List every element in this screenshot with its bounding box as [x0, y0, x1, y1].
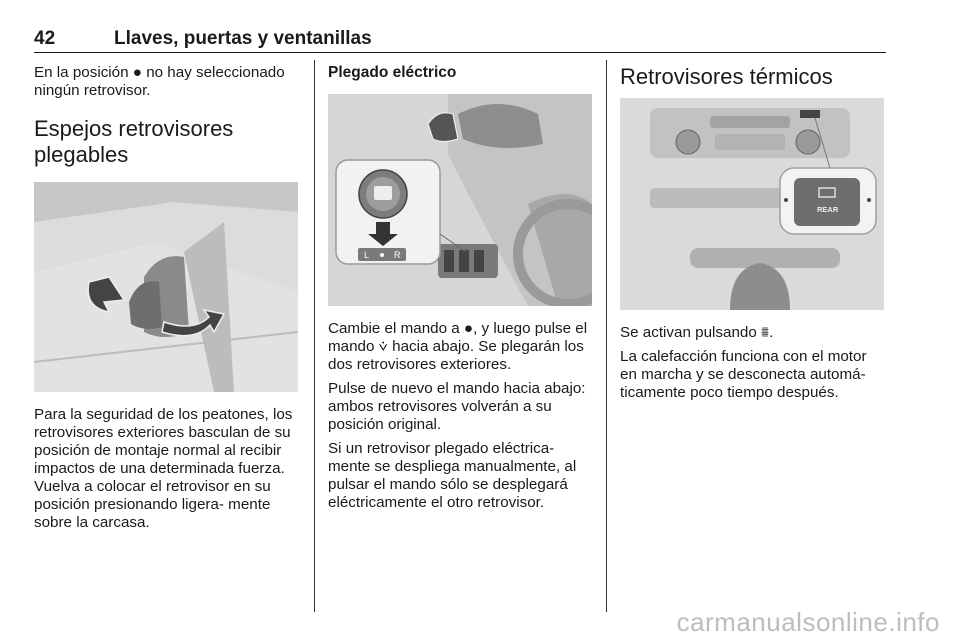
dot-icon: ●: [132, 64, 142, 81]
figure-label-right: R: [394, 250, 401, 260]
electric-p3: Si un retrovisor plegado eléctrica- mente se despliega manualmente, al pulsar el mando sólo se desplegará eléctricamente el otro retrovisor.: [328, 440, 577, 511]
page-number: 42: [34, 28, 56, 49]
column-divider-1: [314, 60, 315, 612]
column-3: [620, 64, 886, 408]
heated-mirrors-figure: [620, 98, 884, 310]
figure-label-left: L: [364, 250, 370, 260]
folding-body-text: Para la seguridad de los peatones, los retrovisores exteriores basculan de su posición de montaje normal al recibir impactos de una determinada fuerza. Vuelva a colocar el retrovisor en su posición presionando ligera- mente sobre la carcasa.: [34, 406, 293, 531]
section-title-heated-mirrors: Retrovisores térmicos: [620, 64, 833, 89]
fold-mirror-icon: ⩒: [378, 338, 388, 355]
electric-folding-figure: [328, 94, 592, 306]
subtitle-electric-folding: Plegado eléctrico: [328, 64, 457, 81]
electric-p2: Pulse de nuevo el mando hacia abajo: ambos retrovisores volverán a su posición original.: [328, 380, 586, 433]
chapter-title: Llaves, puertas y ventanillas: [114, 28, 372, 49]
figure-label-rear: REAR: [817, 205, 839, 214]
mirror-fold-figure: [34, 182, 298, 392]
section-title-folding-mirrors: Espejos retrovisores plegables: [34, 116, 234, 167]
rear-heat-icon: ⩩: [761, 324, 770, 341]
intro-paragraph: En la posición ● no hay seleccionado ningún retrovisor.: [34, 64, 285, 99]
page-header: [34, 26, 886, 53]
watermark: carmanualsonline.info: [676, 607, 940, 637]
electric-p1: Cambie el mando a ●, y luego pulse el mando ⩒ hacia abajo. Se plegarán los dos retrovisores exteriores.: [328, 320, 588, 373]
heated-p2: La calefacción funciona con el motor en marcha y se desconecta automá- ticamente poco tiempo después.: [620, 348, 867, 401]
column-1: [34, 64, 304, 538]
column-2: [328, 64, 594, 518]
heated-p1: Se activan pulsando ⩩.: [620, 324, 774, 341]
dot-icon: ●: [463, 320, 474, 337]
column-divider-2: [606, 60, 607, 612]
